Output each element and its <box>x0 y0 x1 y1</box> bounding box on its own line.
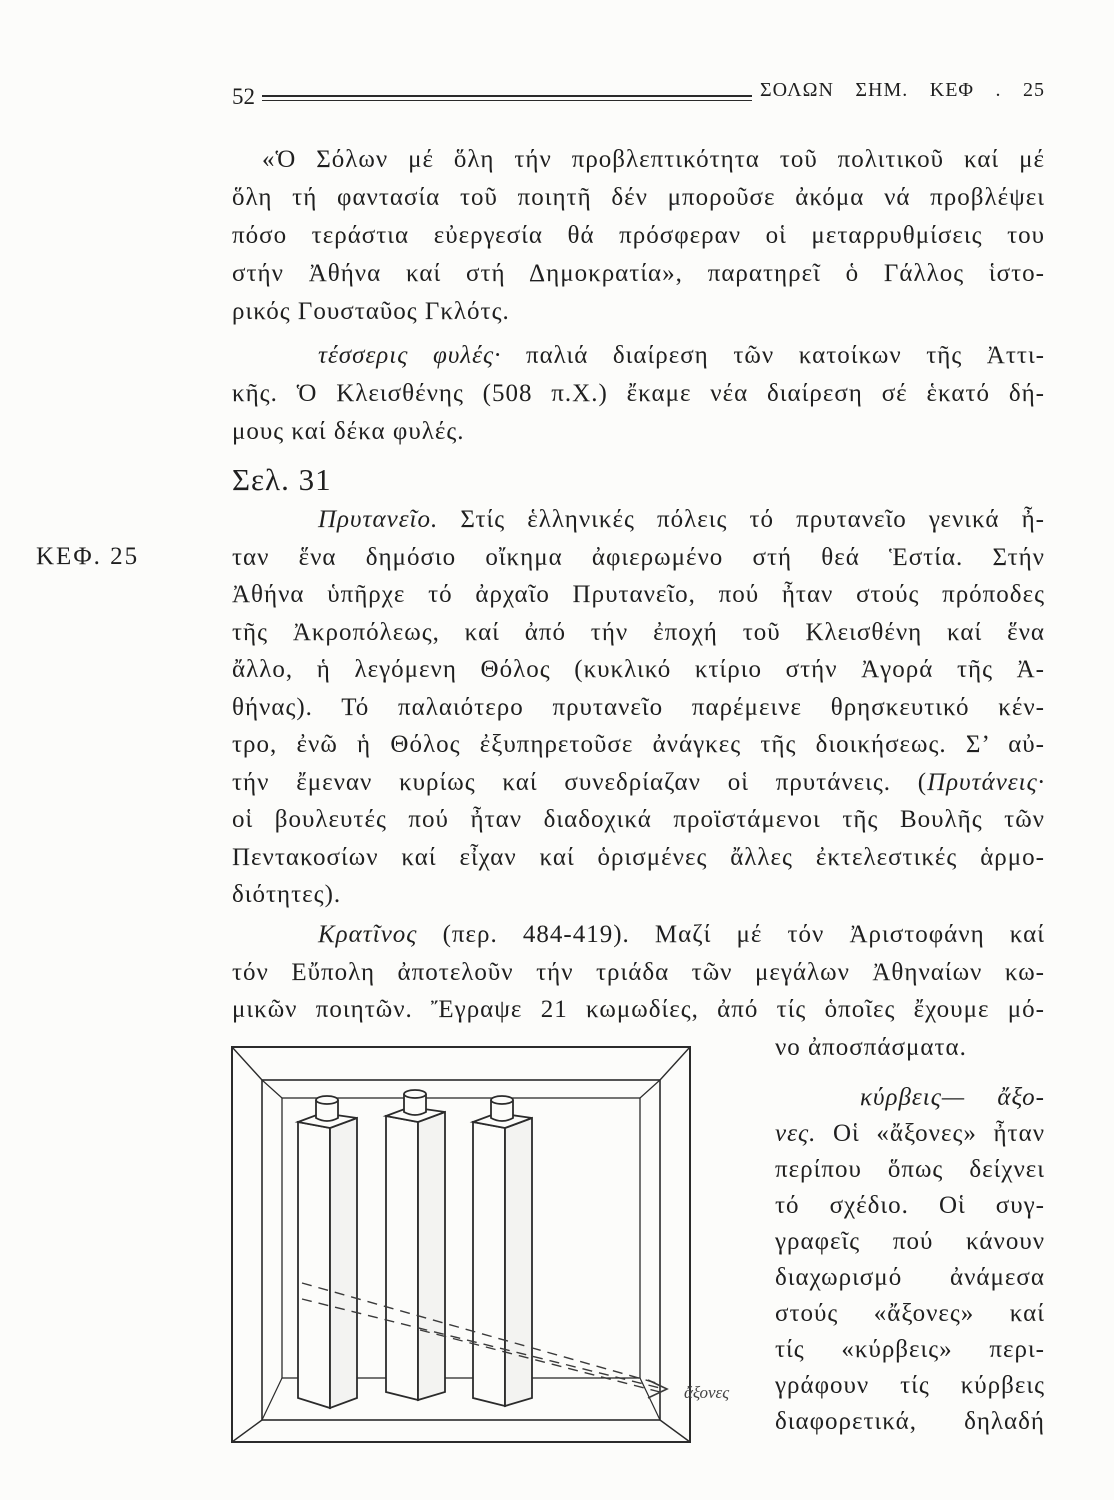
prism-left-face <box>298 1122 330 1408</box>
margin-chapter-note: ΚΕΦ. 25 <box>36 543 140 570</box>
axon-prism <box>386 1090 445 1400</box>
line-text: Οἱ «ἄξονες» ἦταν <box>816 1120 1045 1147</box>
pointer-line <box>420 1330 660 1392</box>
note-term: τέσσερις φυλές· <box>318 342 502 369</box>
text-line: διαφορετικά, δηλαδή <box>775 1408 1045 1435</box>
prism-right-face <box>330 1118 357 1408</box>
line-text: τήν ἔμεναν κυρίως καί συνεδρίαζαν οἱ πρυτάνεις. ( <box>232 768 928 796</box>
text-line: τρο, ἐνῶ ἡ Θόλος ἐξυπηρετοῦσε ἀνάγκες τῆς διοικήσεως. Σ’ αὐ- <box>232 731 1045 758</box>
depth-line <box>262 1378 282 1420</box>
prism-left-face <box>386 1116 418 1400</box>
text-line: ὅλη τή φαντασία τοῦ ποιητῆ δέν μποροῦσε ἀκόμα νά προβλέψει <box>232 184 1045 211</box>
text-line: ταν ἕνα δημόσιο οἴκημα ἀφιερωμένο στή θεά Ἑστία. Στήν <box>232 543 1045 571</box>
depth-line <box>640 1080 660 1098</box>
text-line: «Ὁ Σόλων μέ ὅλη τήν προβλεπτικότητα τοῦ πολιτικοῦ καί μέ <box>262 146 1045 173</box>
section-heading: Σελ. 31 <box>232 462 332 497</box>
text-line: περίπου ὅπως δείχνει <box>775 1156 1045 1183</box>
text-line: Ἀθήνα ὑπῆρχε τό ἀρχαῖο Πρυτανεῖο, πού ἦταν στούς πρόποδες <box>232 581 1045 608</box>
figure-label-axones: ἄξονες <box>684 1383 730 1402</box>
text-line: κῆς. Ὁ Κλεισθένης (508 π.Χ.) ἔκαμε νέα διαίρεση σέ ἑκατό δή- <box>232 380 1045 407</box>
text-line: τῆς Ἀκροπόλεως, καί ἀπό τήν ἐποχή τοῦ Κλεισθένη καί ἕνα <box>232 618 1045 646</box>
depth-line <box>262 1080 282 1098</box>
pivot-knob-top <box>316 1096 338 1104</box>
note-term: Πρυτανεῖο. <box>318 506 439 533</box>
line-text: Στίς ἑλληνικές πόλεις τό πρυτανεῖο γενικά ἦ- <box>438 506 1045 533</box>
frame-corner-line <box>660 1047 690 1080</box>
pivot-knob-top <box>491 1096 513 1104</box>
frame-corner-line <box>660 1420 690 1442</box>
text-line: πόσο τεράστια εὐεργεσία θά πρόσφεραν οἱ μεταρρυθμίσεις του <box>232 222 1045 249</box>
text-line: τίς «κύρβεις» περι- <box>775 1336 1045 1363</box>
note-term: Κρατῖνος <box>318 921 418 948</box>
text-line: γράφουν τίς κύρβεις <box>775 1372 1045 1399</box>
text-line: γραφεῖς πού κάνουν <box>775 1228 1045 1255</box>
line-text: παλιά διαίρεση τῶν κατοίκων τῆς Ἀττι- <box>501 342 1046 369</box>
frame-corner-line <box>232 1420 262 1442</box>
running-head-title: ΣΟΛΩΝ ΣΗΜ. ΚΕΦ . 25 <box>760 79 1045 101</box>
text-line: μους καί δέκα φυλές. <box>232 418 465 445</box>
text-line: Πεντακοσίων καί εἶχαν καί ὁρισμένες ἄλλες ἐκτελεστικές ἁρμο- <box>232 843 1045 871</box>
line-text: (περ. 484-419). Μαζί μέ τόν Ἀριστοφάνη καί <box>417 921 1045 948</box>
text-line: θήνας). Τό παλαιότερο πρυτανεῖο παρέμεινε θρησκευτικό κέν- <box>232 693 1045 721</box>
text-line: στήν Ἀθήνα καί στή Δημοκρατία», παρατηρεῖ ὁ Γάλλος ἱστο- <box>232 260 1045 287</box>
prism-left-face <box>473 1122 505 1406</box>
pivot-knob-top <box>404 1090 426 1098</box>
text-line: τό σχέδιο. Οἱ συγ- <box>775 1192 1045 1219</box>
text-line: διαχωρισμό ἀνάμεσα <box>775 1264 1045 1291</box>
axon-prism <box>298 1096 357 1408</box>
prism-right-face <box>418 1112 445 1400</box>
inline-term: Πρυτάνεις· <box>927 768 1045 796</box>
page-number: 52 <box>232 84 255 109</box>
axon-prism <box>473 1096 532 1406</box>
text-line: ἄλλο, ἡ λεγόμενη Θόλος (κυκλικό κτίριο στήν Ἀγορά τῆς Ἀ- <box>232 656 1045 683</box>
note-term-end: νες. <box>775 1120 817 1147</box>
text-line: οἱ βουλευτές πού ἦταν διαδοχικά προϊστάμενοι τῆς Βουλῆς τῶν <box>232 806 1045 833</box>
text-line: στούς «ἄξονες» καί <box>775 1300 1045 1327</box>
prism-right-face <box>505 1118 532 1406</box>
text-line: μικῶν ποιητῶν. Ἔγραψε 21 κωμωδίες, ἀπό τίς ὁποῖες ἔχουμε μό- <box>232 996 1045 1023</box>
text-line: ρικός Γουσταῦος Γκλότς. <box>232 298 510 325</box>
note-term: κύρβεις— ἄξο- <box>860 1084 1045 1111</box>
text-line: νο ἀποσπάσματα. <box>775 1033 967 1061</box>
frame-corner-line <box>232 1047 262 1080</box>
text-line: διότητες). <box>232 881 342 908</box>
text-line: τόν Εὔπολη ἀποτελοῦν τήν τριάδα τῶν μεγάλων Ἀθηναίων κω- <box>232 958 1045 986</box>
